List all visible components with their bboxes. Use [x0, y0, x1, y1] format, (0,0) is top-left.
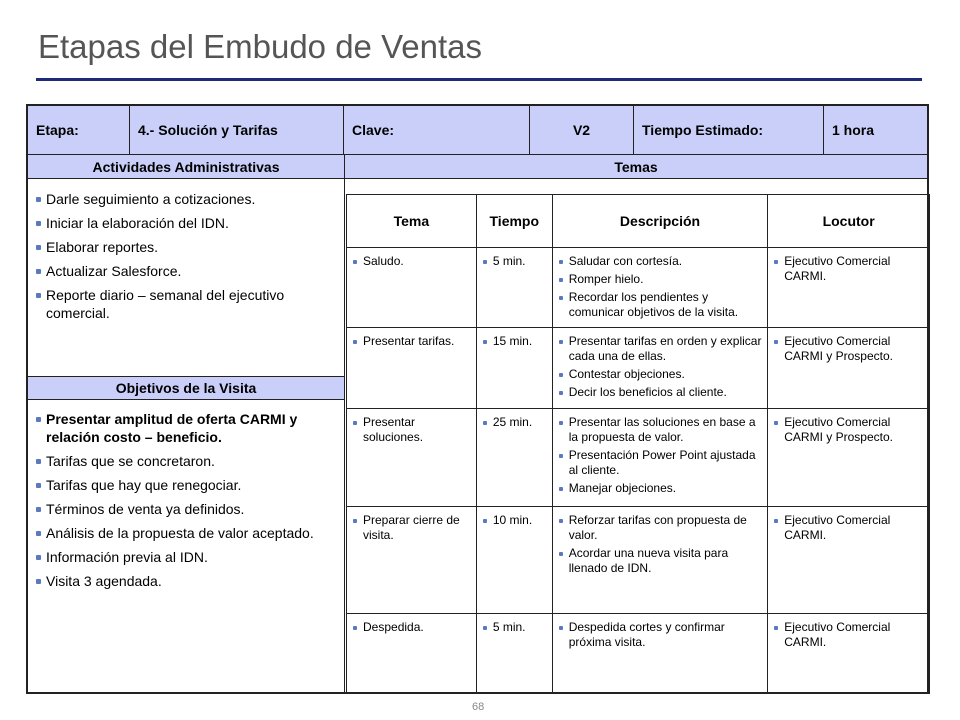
descripcion-list	[557, 254, 764, 320]
tiempo-list	[481, 415, 548, 430]
locutor-text: Ejecutivo Comercial CARMI.	[772, 254, 925, 284]
tema-text: Despedida.	[351, 620, 472, 635]
descripcion-item: Romper hielo.	[557, 272, 764, 287]
table-row	[347, 613, 930, 693]
descripcion-item: Reforzar tarifas con propuesta de valor.	[557, 513, 764, 543]
locutor-list	[772, 254, 925, 284]
table-row	[347, 507, 930, 613]
tema-list	[351, 513, 472, 543]
locutor-list	[772, 513, 925, 543]
tema-text: Preparar cierre de visita.	[351, 513, 472, 543]
temas-column-header: Tiempo	[476, 195, 552, 248]
locutor-text: Ejecutivo Comercial CARMI y Prospecto.	[772, 415, 925, 445]
objetivo-item: Tarifas que hay que renegociar.	[34, 476, 334, 494]
tema-cell	[347, 328, 477, 408]
actividad-item: Elaborar reportes.	[34, 238, 334, 256]
tiempo-text: 5 min.	[481, 620, 548, 635]
tiempo-list	[481, 620, 548, 635]
tiempo-cell	[476, 408, 552, 506]
clave-label: Clave:	[344, 106, 530, 154]
tiempo-text: 10 min.	[481, 513, 548, 528]
locutor-cell	[768, 613, 930, 693]
tiempo-cell	[476, 613, 552, 693]
actividad-item: Reporte diario – semanal del ejecutivo comercial.	[34, 286, 334, 322]
tiempo-text: 15 min.	[481, 334, 548, 349]
locutor-text: Ejecutivo Comercial CARMI.	[772, 513, 925, 543]
tema-cell	[347, 613, 477, 693]
tiempo-list	[481, 334, 548, 349]
descripcion-cell	[552, 613, 768, 693]
etapa-value: 4.- Solución y Tarifas	[130, 106, 344, 154]
tiempo-text: 5 min.	[481, 254, 548, 269]
descripcion-item: Acordar una nueva visita para llenado de IDN.	[557, 546, 764, 576]
descripcion-item: Despedida cortes y confirmar próxima visita.	[557, 620, 764, 650]
descripcion-cell	[552, 408, 768, 506]
temas-table	[346, 194, 930, 694]
descripcion-cell	[552, 248, 768, 328]
actividades-band: Actividades Administrativas	[28, 155, 344, 179]
locutor-list	[772, 415, 925, 445]
descripcion-item: Manejar objeciones.	[557, 481, 764, 496]
table-row	[347, 408, 930, 506]
tiempo-cell	[476, 248, 552, 328]
etapa-label: Etapa:	[28, 106, 130, 154]
tiempo-text: 25 min.	[481, 415, 548, 430]
tema-text: Saludo.	[351, 254, 472, 269]
descripcion-list	[557, 334, 764, 400]
temas-column-header: Descripción	[552, 195, 768, 248]
clave-value: V2	[530, 106, 634, 154]
objetivo-item: Términos de venta ya definidos.	[34, 500, 334, 518]
tiempo-cell	[476, 328, 552, 408]
tema-list	[351, 620, 472, 635]
descripcion-item: Presentación Power Point ajustada al cliente.	[557, 448, 764, 478]
descripcion-cell	[552, 507, 768, 613]
locutor-cell	[768, 507, 930, 613]
tema-list	[351, 415, 472, 445]
descripcion-item: Saludar con cortesía.	[557, 254, 764, 269]
title-underline	[36, 78, 922, 81]
objetivos-list	[34, 410, 334, 596]
actividad-item: Darle seguimiento a cotizaciones.	[34, 190, 334, 208]
descripcion-cell	[552, 328, 768, 408]
tiempo-cell	[476, 507, 552, 613]
descripcion-item: Decir los beneficios al cliente.	[557, 385, 764, 400]
tema-list	[351, 334, 472, 349]
objetivo-item: Tarifas que se concretaron.	[34, 452, 334, 470]
temas-band: Temas	[345, 155, 927, 179]
page-title: Etapas del Embudo de Ventas	[38, 28, 482, 65]
table-row	[347, 248, 930, 328]
descripcion-item: Recordar los pendientes y comunicar objetivos de la visita.	[557, 290, 764, 320]
column-divider	[344, 154, 345, 692]
locutor-text: Ejecutivo Comercial CARMI.	[772, 620, 925, 650]
tema-cell	[347, 507, 477, 613]
tema-text: Presentar soluciones.	[351, 415, 472, 445]
objetivos-band: Objetivos de la Visita	[28, 376, 344, 400]
sales-stage-table	[26, 104, 929, 694]
descripcion-item: Presentar tarifas en orden y explicar cada una de ellas.	[557, 334, 764, 364]
tema-cell	[347, 408, 477, 506]
temas-column-header: Tema	[347, 195, 477, 248]
page-number: 68	[472, 701, 485, 713]
tema-text: Presentar tarifas.	[351, 334, 472, 349]
descripcion-list	[557, 415, 764, 496]
actividad-item: Actualizar Salesforce.	[34, 262, 334, 280]
temas-header-row	[347, 195, 930, 248]
temas-column-header: Locutor	[768, 195, 930, 248]
objetivo-item: Visita 3 agendada.	[34, 572, 334, 590]
actividad-item: Iniciar la elaboración del IDN.	[34, 214, 334, 232]
tema-list	[351, 254, 472, 269]
locutor-cell	[768, 248, 930, 328]
descripcion-item: Presentar las soluciones en base a la propuesta de valor.	[557, 415, 764, 445]
locutor-list	[772, 334, 925, 364]
objetivo-item: Información previa al IDN.	[34, 548, 334, 566]
tiempo-label: Tiempo Estimado:	[634, 106, 824, 154]
actividades-list	[34, 190, 334, 328]
tiempo-list	[481, 513, 548, 528]
locutor-text: Ejecutivo Comercial CARMI y Prospecto.	[772, 334, 925, 364]
tema-cell	[347, 248, 477, 328]
tiempo-value: 1 hora	[832, 122, 875, 138]
descripcion-item: Contestar objeciones.	[557, 367, 764, 382]
locutor-list	[772, 620, 925, 650]
objetivo-item: Presentar amplitud de oferta CARMI y relación costo – beneficio.	[34, 410, 334, 446]
table-row	[347, 328, 930, 408]
locutor-cell	[768, 328, 930, 408]
tiempo-list	[481, 254, 548, 269]
locutor-cell	[768, 408, 930, 506]
objetivo-item: Análisis de la propuesta de valor aceptado.	[34, 524, 334, 542]
stage-header-row	[28, 106, 927, 155]
descripcion-list	[557, 513, 764, 576]
descripcion-list	[557, 620, 764, 650]
